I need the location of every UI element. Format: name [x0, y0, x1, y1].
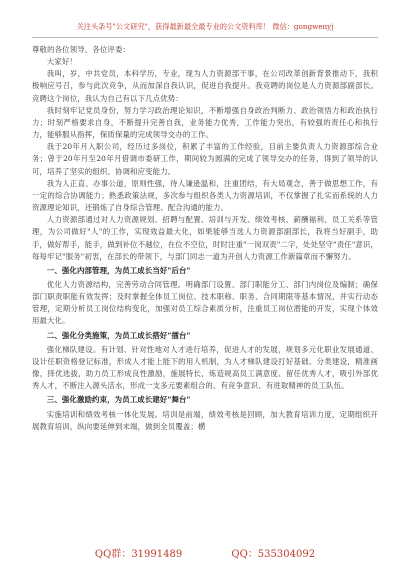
paragraph: 我叫，岁，中共党员，本科学历，专业，现为人力资源部干事，在公司改革创新背景推动下，我积极响应号召，参与此次竞争，从而加深自我认识，促进自我提升。我竞聘的岗位是人力资源部副部长。竞聘这个岗位，我认为自己有以下几点优势：	[32, 69, 378, 103]
header-divider	[32, 37, 378, 38]
salutation: 尊敬的各位领导、各位评委：	[32, 45, 131, 54]
paragraph: 我为人正直、办事公道，原则性强，待人谦逊温和，注重团结，有大局观念，善于做思想工作，有一定的综合协调能力；熟悉政策法规，多次参与组织各类人力资源培训，不仅掌握了扎实而系统的人力资源理论知识，还锻炼了自身综合管理、配合沟通的能力。	[32, 178, 378, 213]
greeting: 大家好！	[46, 57, 77, 67]
section-heading: 二、强化分类施策，为员工成长搭好"擂台"	[46, 330, 191, 340]
qq-contact-text: QQ：535304092	[231, 549, 316, 560]
paragraph: 我时刻牢记党员身份，努力学习政治理论知识，不断增强自身政治判断力、政治领悟力和政治执行力；时刻严格要求自身，不断提升完善自我，业务能力优秀，工作能力突出，有较强的责任心和执行力，能够服从指挥，保质保量的完成领导交办的工作。	[32, 105, 378, 140]
paragraph: 我于20年月入职公司，经历过多岗位，积累了丰富的工作经验，目前主要负责人力资源部综合业务；曾于20年月至20年月借调市委研工作，期间较为圆满的完成了领导交办的任务，得到了领导的认可，培养了坚实的组织、协调和应变能力。	[32, 142, 378, 176]
document-body	[32, 44, 378, 433]
qq-group-text: QQ群：31991489	[94, 549, 183, 560]
section-heading: 一、强化内部管理，为员工成长当好"后台"	[46, 265, 191, 275]
promo-header: 关注头条号"公文研究"，获得最新最全最专业的公文资料库！ 微信：gongwenyj	[76, 22, 334, 31]
paragraph: 强化梯队建设。有计划、针对性地对人才进行培养，促进人才的发展，规划多元化职业发展通道、设计任职资格登记标准，形成人才能上能下的用人机制，为人才梯队建设打好基础。分类建设，精准画像，择优选拔，助力员工形成良性激励，施展特长，炼造规高员工满意度、留任优秀人才，吸引外部优秀人才，不断注入源头活水，形成一支多元要素组合的、有竞争意识、有进取精神的员工队伍。	[32, 344, 378, 391]
section-heading: 三、强化激励约束，为员工成长建好"舞台"	[46, 395, 191, 405]
document-page	[32, 0, 378, 580]
paragraph: 人力资源部通过对人力资源规划、招聘与配置、培训与开发、绩效考核、薪酬福利、员工关系等管理，为公司做好"人"的工作，实现效益最大化，如果能够当选人力资源部副部长，我将当好副手，助手，做好帮手，能手，做到补位不越位，在位不空位，时时注重"一岗双责"二字，处处坚守"责任"意识，每每牢记"服务"初衷，在部长的带领下，与部门同志一道为开创人力资源工作新篇章而不懈努力。	[32, 215, 378, 261]
paragraph: 实施培训和绩效考核一体化发展。培训是前端，绩效考核是回顾，加大教育培训力度，定期组织开展教育培训，纵向要延伸到末端，做到全员覆盖；横	[32, 409, 378, 431]
contact-footer	[32, 545, 378, 560]
paragraph: 优化人力资源结构，完善劳动合同管理。明确部门设置、部门职能分工、部门内岗位及编制；确保部门职责职能有效发挥；及时掌握全体员工岗位、技术职称、职务、合同期限等基本情况，并实行动态管理，定期分析员工岗位结构变化，加强对员工综合素质分析，注重员工岗位潜能的开发，实现个体效用最大化。	[32, 279, 378, 326]
